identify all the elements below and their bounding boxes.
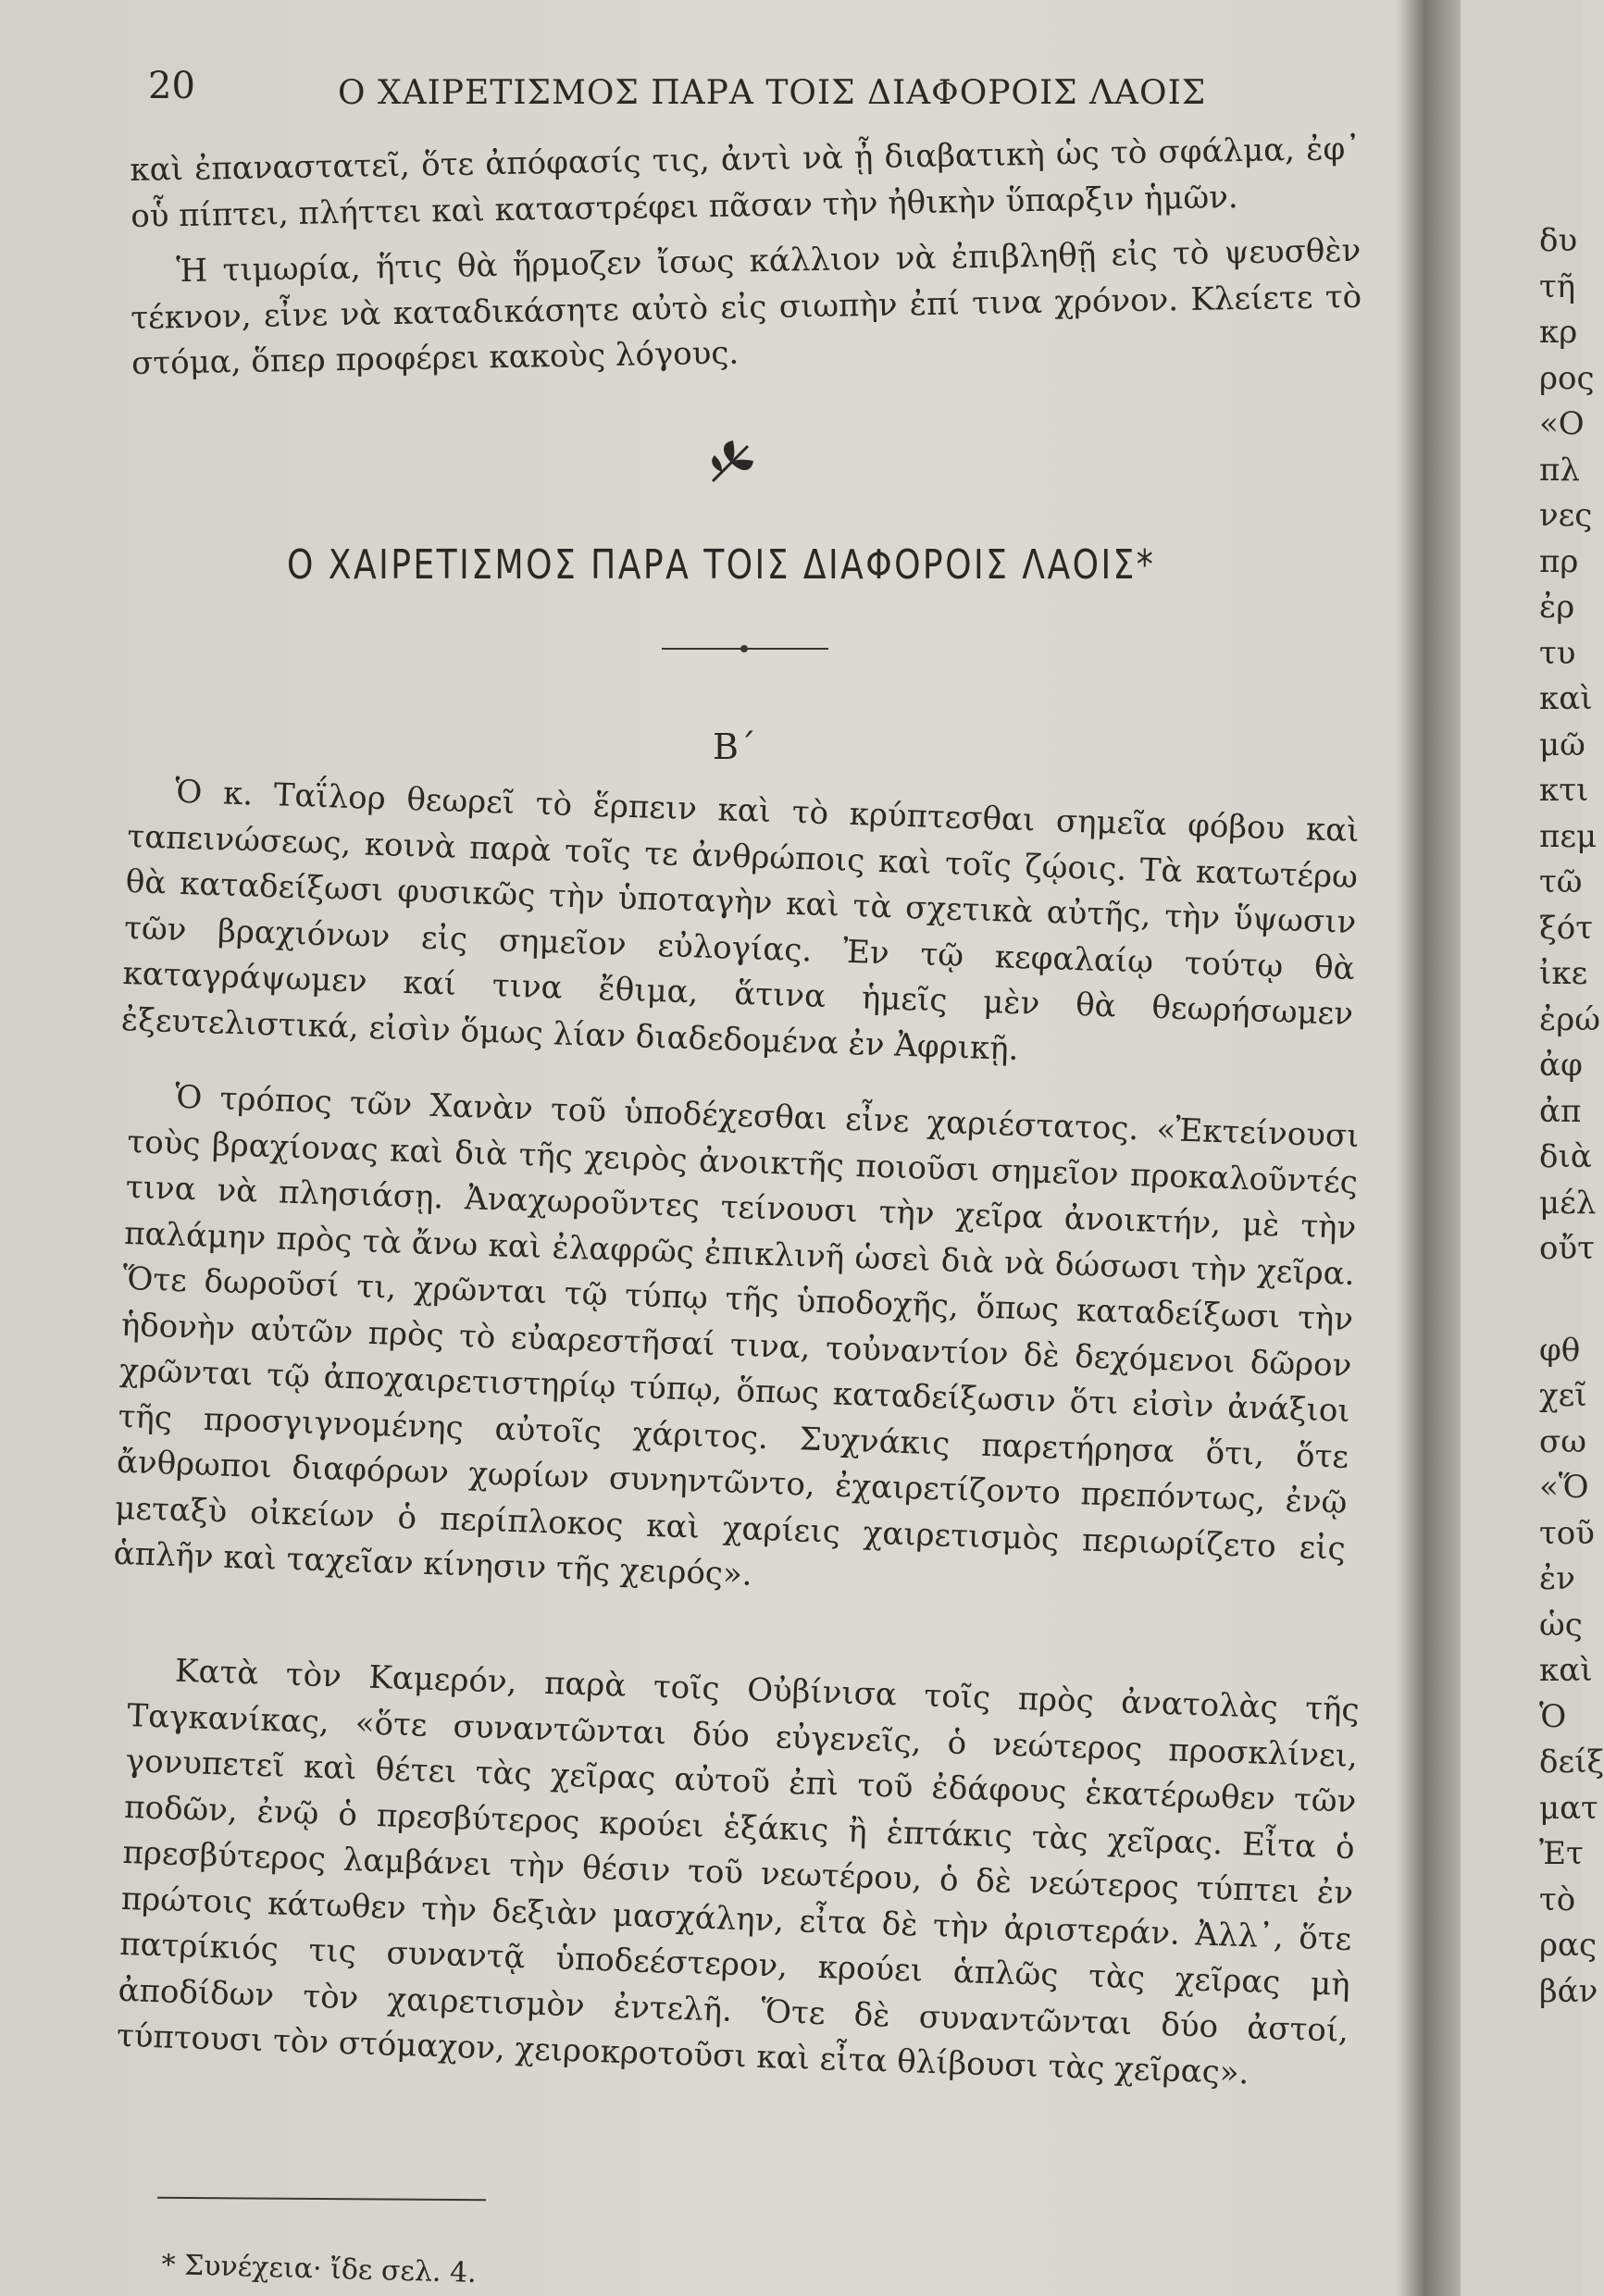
divider-dot <box>740 645 748 652</box>
facing-page-fragment: ἀφ <box>1539 1047 1583 1084</box>
facing-page-fragment: πρ <box>1539 542 1579 580</box>
facing-page-fragment: Ὁ <box>1539 1697 1567 1735</box>
facing-page-fragment: δυ <box>1539 222 1578 259</box>
facing-page-fragment: νες <box>1539 497 1593 534</box>
body-paragraph-3: Κατὰ τὸν Καμερόν, παρὰ τοῖς Οὐβίνισα τοῖς πρὸς ἀνατολὰς τῆς Ταγκανίκας, «ὅτε συναντῶνται δύο εὐγενεῖς, ὁ νεώτερος προσκλίνει, γονυπετεῖ καὶ θέτει τὰς χεῖρας αὐτοῦ ἐπὶ τοῦ ἐδάφους ἑκατέρωθεν τῶν ποδῶν, ἐνῷ ὁ πρεσβύτερος κρούει ἑξάκις ἢ ἑπτάκις τὰς χεῖρας. Εἶτα ὁ πρεσβύτερος λαμβάνει τὴν θέσιν τοῦ νεωτέρου, ὁ δὲ νεώτερος τύπτει ἐν πρώτοις κάτωθεν τὴν δεξιὰν μασχάλην, εἶτα δὲ τὴν ἀριστεράν. Ἀλλ᾽, ὅτε πατρίκιός τις συναντᾷ ὑποδεέστερον, κρούει ἁπλῶς τὰς χεῖρας μὴ ἀποδίδων τὸν χαιρετισμὸν ἐντελῆ. Ὅτε δὲ συναντῶνται δύο ἀστοί, τύπτουσι τὸν στόμαχον, χειροκροτοῦσι καὶ εἶτα θλίβουσι τὰς χεῖρας». <box>116 1652 1361 2092</box>
facing-page-fragment: χεῖ <box>1539 1377 1587 1414</box>
facing-page-fragment: σω <box>1539 1422 1586 1460</box>
facing-page-fragment: τῶ <box>1539 863 1583 900</box>
footnote-rule <box>157 2197 486 2201</box>
body-paragraph-1: Ὁ κ. Ταΐλορ θεωρεῖ τὸ ἕρπειν καὶ τὸ κρύπτεσθαι σημεῖα φόβου καὶ ταπεινώσεως, κοινὰ παρὰ τοῖς τε ἀνθρώποις καὶ τοῖς ζῴοις. Τὰ κατωτέρω θὰ καταδείξωσι φυσικῶς τὴν ὑποταγὴν καὶ τὰ σχετικὰ αὐτῆς, τὴν ὕψωσιν τῶν βραχιόνων εἰς σημεῖον εὐλογίας. Ἐν τῷ κεφαλαίῳ τούτῳ θὰ καταγράψωμεν καί τινα ἔθιμα, ἅτινα ἡμεῖς μὲν θὰ θεωρήσωμεν ἐξευτελιστικά, εἰσὶν ὅμως λίαν διαδεδομένα ἐν Ἀφρικῇ. <box>120 773 1361 1068</box>
facing-page-fragment: ἀπ <box>1539 1092 1582 1130</box>
facing-page-fragment: βάν <box>1539 1972 1598 2010</box>
facing-page-fragment: τοῦ <box>1539 1514 1595 1552</box>
facing-page-fragment: κρ <box>1539 314 1578 351</box>
facing-page-fragment: πλ <box>1539 451 1580 489</box>
facing-page-fragment: ὡς <box>1539 1606 1583 1644</box>
facing-page-fragment: τυ <box>1539 634 1576 672</box>
section-number: Β΄ <box>713 726 756 767</box>
facing-page-fragment: δείξ <box>1539 1744 1604 1781</box>
facing-page-fragment: ἐρ <box>1539 589 1575 626</box>
running-title: Ο ΧΑΙΡΕΤΙΣΜΟΣ ΠΑΡΑ ΤΟΙΣ ΔΙΑΦΟΡΟΙΣ ΛΑΟΙΣ <box>338 74 1207 112</box>
facing-page-fragment: φθ <box>1539 1331 1581 1369</box>
intro-paragraph-b: Ἡ τιμωρία, ἥτις θὰ ἥρμοζεν ἴσως κάλλιον νὰ ἐπιβληθῇ εἰς τὸ ψευσθὲν τέκνον, εἶνε νὰ καταδικάσητε αὐτὸ εἰς σιωπὴν ἐπί τινα χρόνον. Κλείετε τὸ στόμα, ὅπερ προφέρει κακοὺς λόγους. <box>130 231 1362 382</box>
facing-page-fragment: καὶ <box>1539 1652 1593 1689</box>
facing-page-fragment: ρας <box>1539 1927 1597 1964</box>
facing-page-fragment: ματ <box>1539 1789 1598 1827</box>
facing-page-fragment: «Ὅ <box>1539 1469 1589 1506</box>
facing-page-fragment: μέλ <box>1539 1184 1597 1222</box>
facing-page-fragment: τὸ <box>1539 1880 1576 1918</box>
section-title: Ο ΧΑΙΡΕΤΙΣΜΟΣ ΠΑΡΑ ΤΟΙΣ ΔΙΑΦΟΡΟΙΣ ΛΑΟΙΣ* <box>287 541 1156 589</box>
facing-page-fragment: ξότ <box>1539 909 1594 947</box>
facing-page-fragment: ἐρώ <box>1539 1000 1600 1038</box>
facing-page-fragment: πεμ <box>1539 817 1598 855</box>
intro-paragraph-a: καὶ ἐπαναστατεῖ, ὅτε ἀπόφασίς τις, ἀντὶ νὰ ᾖ διαβατικὴ ὡς τὸ σφάλμα, ἐφ᾽ οὗ πίπτει, πλήττει καὶ καταστρέφει πᾶσαν τὴν ἠθικὴν ὕπαρξιν ἡμῶν. <box>130 130 1362 235</box>
facing-page-fragment: «Ο <box>1539 405 1585 442</box>
leaf-ornament-icon <box>703 435 759 490</box>
facing-page-fragment: τῆ <box>1539 267 1576 305</box>
book-gutter-shadow <box>1396 0 1461 2296</box>
body-paragraph-2: Ὁ τρόπος τῶν Χανὰν τοῦ ὑποδέχεσθαι εἶνε χαριέστατος. «Ἐκτείνουσι τοὺς βραχίονας καὶ διὰ τῆς χειρὸς ἀνοικτῆς ποιοῦσι σημεῖον προκαλοῦντές τινα νὰ πλησιάσῃ. Ἀναχωροῦντες τείνουσι τὴν χεῖρα ἀνοικτήν, μὲ τὴν παλάμην πρὸς τὰ ἄνω καὶ ἐλαφρῶς ἐπικλινῆ ὡσεὶ διὰ νὰ δώσωσι τὴν χεῖρα. Ὅτε δωροῦσί τι, χρῶνται τῷ τύπῳ τῆς ὑποδοχῆς, ὅπως καταδείξωσι τὴν ἡδονὴν αὐτῶν πρὸς τὸ εὐαρεστῆσαί τινα, τοὐναντίον δὲ δεχόμενοι δῶρον χρῶνται τῷ ἀποχαιρετιστηρίῳ τύπῳ, ὅπως καταδείξωσιν ὅτι εἰσὶν ἀνάξιοι τῆς προσγιγνομένης αὐτοῖς χάριτος. Συχνάκις παρετήρησα ὅτι, ὅτε ἄνθρωποι διαφόρων χωρίων συνηντῶντο, ἐχαιρετίζοντο πρεπόντως, ἐνῷ μεταξὺ οἰκείων ὁ περίπλοκος καὶ χαρίεις χαιρετισμὸς περιωρίζετο εἰς ἁπλῆν καὶ ταχεῖαν κίνησιν τῆς χειρός». <box>113 1078 1361 1594</box>
facing-page-fragment: κτι <box>1539 772 1589 809</box>
footnote: * Συνέχεια· ἴδε σελ. 4. <box>161 2249 478 2290</box>
facing-page-fragment: διὰ <box>1539 1138 1592 1175</box>
page-number: 20 <box>148 65 195 107</box>
facing-page-fragment: ἰκε <box>1539 955 1588 992</box>
facing-page-fragment: ἐν <box>1539 1560 1575 1597</box>
facing-page-fragment: καὶ <box>1539 680 1593 717</box>
facing-page-fragment: μῶ <box>1539 726 1585 763</box>
facing-page-fragment: ρος <box>1539 359 1595 397</box>
facing-page-fragment: Ἐτ <box>1539 1835 1584 1872</box>
facing-page-fragment: οὔτ <box>1539 1230 1595 1267</box>
